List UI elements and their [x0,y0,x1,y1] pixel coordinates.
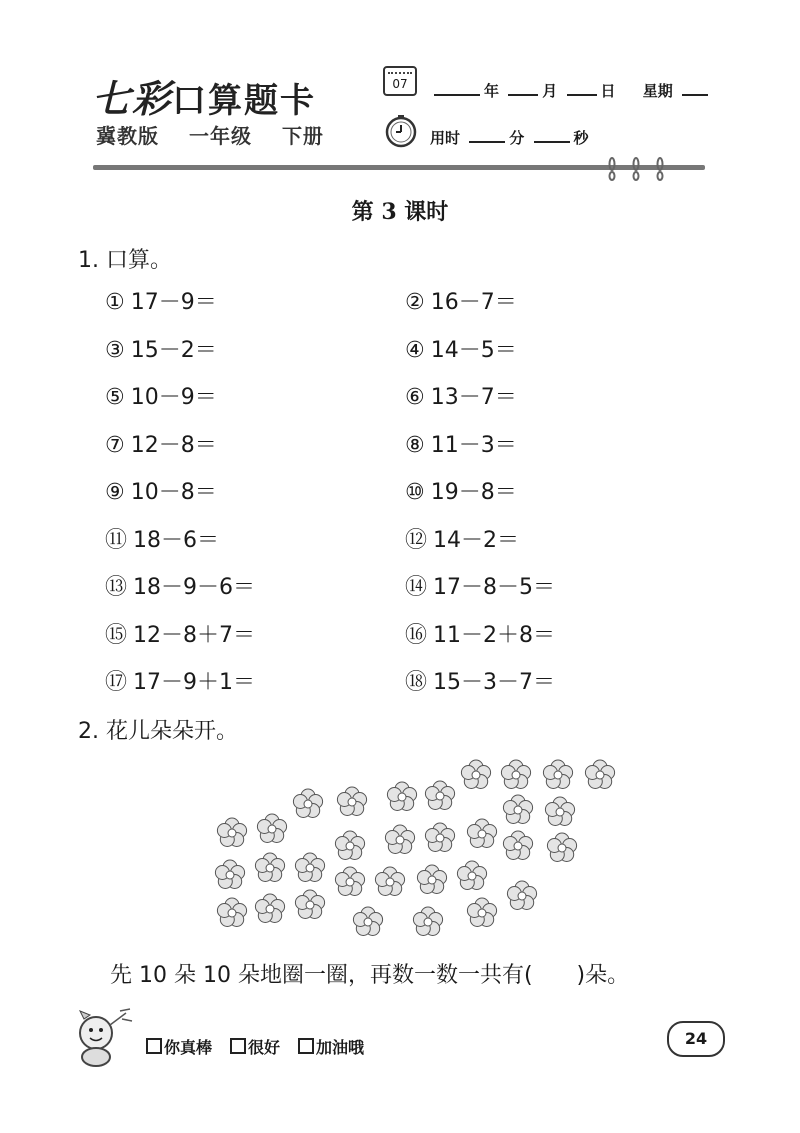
minute-label: 分 [509,129,525,147]
evaluation-label: 加油哦 [316,1038,365,1057]
problem-number: ⑯ [405,622,428,648]
flower-icon [585,760,614,789]
problem-expression: 10－8＝ [130,480,217,505]
problem-number: ① [105,290,125,315]
problem-expression: 17－9＋1＝ [133,670,256,695]
problem-item [105,570,255,601]
flower-icon [217,898,246,927]
problem-number: ④ [405,337,425,363]
volume: 下册 [281,124,324,148]
problem-number: ⑭ [405,575,428,600]
flower-icon [457,861,486,890]
calendar-icon [383,66,417,96]
evaluation-label: 你真棒 [164,1038,213,1057]
problem-number: ⑥ [405,385,425,410]
problem-number: ② [405,290,425,315]
flower-icon [507,881,536,910]
problem-expression: 17－9＝ [130,290,217,315]
problem-item [105,475,217,506]
problem-item [405,523,519,554]
month-label: 月 [542,82,558,100]
flower-icon [335,867,364,896]
clock-icon [384,114,418,148]
flower-icon [543,760,572,789]
problem-expression: 14－5＝ [430,337,517,363]
flower-field [200,752,630,952]
problem-item [405,333,517,364]
minute-blank[interactable] [469,127,505,143]
flower-icon [255,894,284,923]
flower-icon [545,797,574,826]
second-label: 秒 [573,129,589,147]
flower-icon [425,823,454,852]
flower-icon [215,860,244,889]
section2-title: 2. 花儿朵朵开。 [78,719,238,744]
evaluation-label: 很好 [248,1038,281,1057]
problem-expression: 15－2＝ [130,337,217,363]
time-used-line [430,127,589,148]
problem-item [105,428,217,459]
problem-expression: 11－2＋8＝ [433,622,556,648]
day-label: 日 [600,82,616,100]
brand-title [92,68,316,123]
section2-instruction: 先 10 朵 10 朵地圈一圈，再数一数一共有( )朵。 [110,963,630,988]
self-evaluation [146,1035,382,1058]
evaluation-option[interactable] [298,1038,364,1057]
flower-icon [501,760,530,789]
second-blank[interactable] [534,127,570,143]
problem-item [105,523,219,554]
problem-expression: 15－3－7＝ [433,670,556,695]
problem-expression: 19－8＝ [430,480,517,505]
mascot-icon [70,1005,138,1069]
flower-icon [387,782,416,811]
flower-icon [217,818,246,847]
section1-title: 1. 口算。 [78,248,172,273]
month-blank[interactable] [508,80,538,96]
flower-icon [503,831,532,860]
problem-number: ⑮ [105,622,128,648]
flower-icon [295,890,324,919]
grade: 一年级 [188,124,252,148]
flower-icon [385,825,414,854]
flower-icon [255,853,284,882]
brand-seven: 七彩 [92,76,173,121]
checkbox[interactable] [230,1038,246,1054]
page-number: 24 [667,1021,725,1057]
problem-number: ③ [105,337,125,363]
flower-icon [467,898,496,927]
flower-icon [467,819,496,848]
problem-number: ⑩ [405,480,425,505]
checkbox[interactable] [298,1038,314,1054]
problem-number: ⑦ [105,432,125,458]
problem-item [105,665,255,696]
lesson-title: 第 3 课时 [351,199,449,225]
weekday-blank[interactable] [682,80,708,96]
problem-item [405,428,517,459]
problem-number: ⑰ [105,670,128,695]
flower-icon [375,867,404,896]
weekday-label: 星期 [642,82,673,100]
problem-item [105,618,255,649]
year-label: 年 [484,82,500,100]
problem-number: ⑱ [405,670,428,695]
problem-item [405,570,555,601]
flower-icon [353,907,382,936]
problem-expression: 12－8＋7＝ [133,622,256,648]
problem-item [105,285,217,316]
problem-item [405,380,517,411]
year-blank[interactable] [434,80,480,96]
edition-info [96,120,346,149]
problem-number: ⑫ [405,527,428,553]
flower-icon [417,865,446,894]
edition: 冀教版 [96,124,159,148]
flower-icon [337,787,366,816]
problem-item [405,475,517,506]
problem-number: ⑧ [405,432,425,458]
problem-item [105,380,217,411]
flower-icon [295,853,324,882]
calendar-day: 07 [392,77,408,91]
flower-icon [335,831,364,860]
problem-number: ⑤ [105,385,125,410]
evaluation-option[interactable] [230,1038,280,1057]
problem-number: ⑪ [105,527,128,553]
problem-expression: 18－6＝ [133,527,220,553]
problem-expression: 16－7＝ [430,290,517,315]
checkbox[interactable] [146,1038,162,1054]
problem-expression: 13－7＝ [430,385,517,410]
evaluation-option[interactable] [146,1038,212,1057]
flower-icon [257,814,286,843]
flower-icon [547,833,576,862]
problem-expression: 14－2＝ [433,527,520,553]
date-line [430,80,712,101]
binder-rings-icon [606,156,666,182]
flower-icon [461,760,490,789]
problem-number: ⑨ [105,480,125,505]
problem-item [405,665,555,696]
problem-number: ⑬ [105,575,128,600]
flower-icon [413,907,442,936]
problem-expression: 11－3＝ [430,432,517,458]
time-used-label: 用时 [430,129,461,147]
flower-icon [503,795,532,824]
problem-expression: 17－8－5＝ [433,575,556,600]
problem-expression: 18－9－6＝ [133,575,256,600]
problem-item [105,333,217,364]
brand-name: 口算题卡 [172,81,317,121]
problem-item [405,618,555,649]
problem-expression: 12－8＝ [130,432,217,458]
day-blank[interactable] [567,80,597,96]
flower-icon [293,789,322,818]
problem-item [405,285,517,316]
flower-icon [425,781,454,810]
problem-expression: 10－9＝ [130,385,217,410]
